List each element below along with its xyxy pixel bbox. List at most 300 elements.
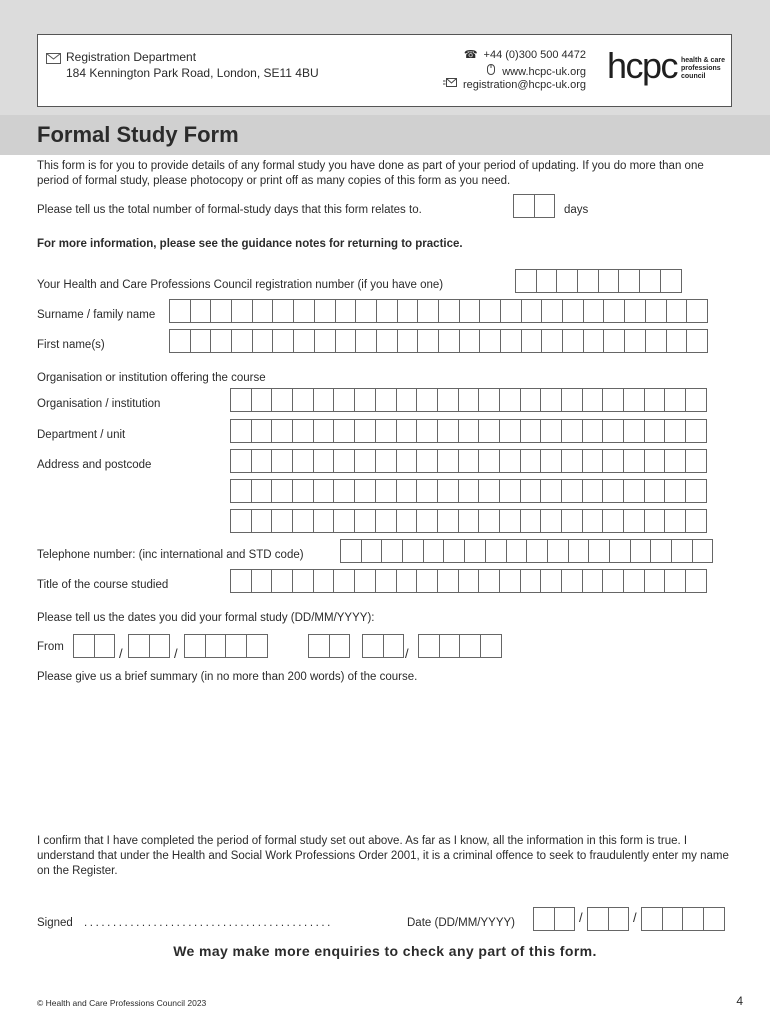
character-box[interactable]: [554, 907, 576, 931]
character-box[interactable]: [506, 539, 528, 563]
character-box[interactable]: [520, 419, 542, 443]
character-box[interactable]: [292, 509, 314, 533]
character-box[interactable]: [396, 449, 418, 473]
copyright-footer: © Health and Care Professions Council 2023: [37, 998, 207, 1008]
character-box[interactable]: [480, 634, 502, 658]
character-box[interactable]: [587, 907, 609, 931]
to-day-input[interactable]: [308, 634, 349, 658]
character-box[interactable]: [666, 329, 688, 353]
character-box[interactable]: [437, 479, 459, 503]
character-box[interactable]: [520, 449, 542, 473]
character-box[interactable]: [521, 299, 543, 323]
department-input[interactable]: [230, 419, 706, 443]
character-box[interactable]: [437, 569, 459, 593]
character-box[interactable]: [639, 269, 661, 293]
character-box[interactable]: [703, 907, 725, 931]
character-box[interactable]: [582, 419, 604, 443]
days-input[interactable]: [513, 194, 554, 218]
character-box[interactable]: [644, 449, 666, 473]
character-box[interactable]: [375, 569, 397, 593]
character-box[interactable]: [308, 634, 330, 658]
character-box[interactable]: [623, 388, 645, 412]
character-box[interactable]: [190, 329, 212, 353]
character-box[interactable]: [644, 479, 666, 503]
character-box[interactable]: [397, 299, 419, 323]
character-box[interactable]: [458, 419, 480, 443]
character-box[interactable]: [499, 419, 521, 443]
character-box[interactable]: [416, 569, 438, 593]
character-box[interactable]: [685, 479, 707, 503]
guidance-note: For more information, please see the guidance notes for returning to practice.: [37, 238, 463, 250]
character-box[interactable]: [335, 299, 357, 323]
character-box[interactable]: [169, 329, 191, 353]
character-box[interactable]: [602, 569, 624, 593]
character-box[interactable]: [562, 329, 584, 353]
character-box[interactable]: [562, 299, 584, 323]
character-box[interactable]: [375, 449, 397, 473]
surname-label: Surname / family name: [37, 309, 156, 321]
character-box[interactable]: [645, 299, 667, 323]
character-box[interactable]: [251, 449, 273, 473]
character-box[interactable]: [354, 509, 376, 533]
character-box[interactable]: [375, 388, 397, 412]
character-box[interactable]: [272, 299, 294, 323]
character-box[interactable]: [396, 509, 418, 533]
character-box[interactable]: [416, 419, 438, 443]
character-box[interactable]: [252, 299, 274, 323]
date-separator: /: [579, 910, 583, 925]
character-box[interactable]: [184, 634, 206, 658]
character-box[interactable]: [547, 539, 569, 563]
character-box[interactable]: [437, 388, 459, 412]
character-box[interactable]: [354, 479, 376, 503]
character-box[interactable]: [645, 329, 667, 353]
character-box[interactable]: [664, 388, 686, 412]
character-box[interactable]: [73, 634, 95, 658]
character-box[interactable]: [459, 329, 481, 353]
character-box[interactable]: [333, 419, 355, 443]
character-box[interactable]: [438, 299, 460, 323]
character-box[interactable]: [210, 329, 232, 353]
character-box[interactable]: [402, 539, 424, 563]
character-box[interactable]: [515, 269, 537, 293]
character-box[interactable]: [618, 269, 640, 293]
character-box[interactable]: [230, 419, 252, 443]
page-number: 4: [736, 994, 743, 1008]
character-box[interactable]: [383, 634, 405, 658]
character-box[interactable]: [271, 509, 293, 533]
character-box[interactable]: [437, 449, 459, 473]
character-box[interactable]: [458, 449, 480, 473]
character-box[interactable]: [561, 449, 583, 473]
character-box[interactable]: [500, 299, 522, 323]
character-box[interactable]: [190, 299, 212, 323]
character-box[interactable]: [396, 419, 418, 443]
character-box[interactable]: [416, 509, 438, 533]
character-box[interactable]: [685, 569, 707, 593]
address-label: Address and postcode: [37, 459, 152, 471]
character-box[interactable]: [499, 388, 521, 412]
character-box[interactable]: [376, 299, 398, 323]
character-box[interactable]: [375, 479, 397, 503]
to-month-input[interactable]: [362, 634, 403, 658]
character-box[interactable]: [251, 479, 273, 503]
character-box[interactable]: [526, 539, 548, 563]
character-box[interactable]: [335, 329, 357, 353]
from-year-input[interactable]: [184, 634, 267, 658]
character-box[interactable]: [499, 449, 521, 473]
character-box[interactable]: [671, 539, 693, 563]
mouse-icon: [486, 63, 496, 78]
character-box[interactable]: [230, 509, 252, 533]
character-box[interactable]: [609, 539, 631, 563]
character-box[interactable]: [416, 388, 438, 412]
character-box[interactable]: [231, 299, 253, 323]
character-box[interactable]: [381, 539, 403, 563]
character-box[interactable]: [650, 539, 672, 563]
character-box[interactable]: [439, 634, 461, 658]
character-box[interactable]: [354, 569, 376, 593]
character-box[interactable]: [205, 634, 227, 658]
character-box[interactable]: [623, 509, 645, 533]
character-box[interactable]: [623, 419, 645, 443]
character-box[interactable]: [354, 419, 376, 443]
character-box[interactable]: [644, 419, 666, 443]
character-box[interactable]: [354, 449, 376, 473]
character-box[interactable]: [362, 634, 384, 658]
character-box[interactable]: [602, 509, 624, 533]
character-box[interactable]: [582, 509, 604, 533]
character-box[interactable]: [251, 419, 273, 443]
character-box[interactable]: [416, 479, 438, 503]
phone-icon: ☎: [463, 49, 478, 61]
character-box[interactable]: [479, 299, 501, 323]
character-box[interactable]: [479, 329, 501, 353]
website-line: [486, 63, 586, 78]
character-box[interactable]: [664, 479, 686, 503]
character-box[interactable]: [541, 299, 563, 323]
character-box[interactable]: [541, 329, 563, 353]
character-box[interactable]: [520, 509, 542, 533]
character-box[interactable]: [396, 479, 418, 503]
character-box[interactable]: [251, 569, 273, 593]
character-box[interactable]: [340, 539, 362, 563]
character-box[interactable]: [608, 907, 630, 931]
character-box[interactable]: [588, 539, 610, 563]
date-separator: /: [119, 646, 123, 661]
character-box[interactable]: [397, 329, 419, 353]
from-day-input[interactable]: [73, 634, 114, 658]
character-box[interactable]: [333, 569, 355, 593]
character-box[interactable]: [478, 388, 500, 412]
character-box[interactable]: [355, 329, 377, 353]
days-unit: days: [564, 204, 589, 216]
email-icon: [443, 78, 457, 91]
character-box[interactable]: [630, 539, 652, 563]
character-box[interactable]: [271, 419, 293, 443]
from-month-input[interactable]: [128, 634, 169, 658]
character-box[interactable]: [499, 569, 521, 593]
character-box[interactable]: [685, 509, 707, 533]
character-box[interactable]: [333, 509, 355, 533]
character-box[interactable]: [292, 479, 314, 503]
character-box[interactable]: [354, 388, 376, 412]
department-label: Department / unit: [37, 429, 126, 441]
character-box[interactable]: [582, 479, 604, 503]
character-box[interactable]: [520, 388, 542, 412]
character-box[interactable]: [682, 907, 704, 931]
character-box[interactable]: [169, 299, 191, 323]
character-box[interactable]: [623, 479, 645, 503]
character-box[interactable]: [644, 569, 666, 593]
character-box[interactable]: [513, 194, 535, 218]
character-box[interactable]: [660, 269, 682, 293]
character-box[interactable]: [458, 479, 480, 503]
character-box[interactable]: [225, 634, 247, 658]
character-box[interactable]: [582, 449, 604, 473]
address-input-line-2[interactable]: [230, 479, 706, 503]
character-box[interactable]: [644, 509, 666, 533]
character-box[interactable]: [329, 634, 351, 658]
character-box[interactable]: [602, 449, 624, 473]
character-box[interactable]: [603, 329, 625, 353]
character-box[interactable]: [577, 269, 599, 293]
character-box[interactable]: [561, 419, 583, 443]
character-box[interactable]: [271, 388, 293, 412]
character-box[interactable]: [540, 388, 562, 412]
character-box[interactable]: [94, 634, 116, 658]
character-box[interactable]: [313, 419, 335, 443]
character-box[interactable]: [375, 509, 397, 533]
address-input-line-1[interactable]: [230, 449, 706, 473]
character-box[interactable]: [313, 449, 335, 473]
character-box[interactable]: [533, 907, 555, 931]
character-box[interactable]: [624, 329, 646, 353]
character-box[interactable]: [459, 299, 481, 323]
character-box[interactable]: [231, 329, 253, 353]
sign-date-month-input[interactable]: [587, 907, 628, 931]
character-box[interactable]: [583, 299, 605, 323]
character-box[interactable]: [443, 539, 465, 563]
character-box[interactable]: [624, 299, 646, 323]
character-box[interactable]: [623, 449, 645, 473]
character-box[interactable]: [458, 509, 480, 533]
character-box[interactable]: [520, 479, 542, 503]
character-box[interactable]: [685, 388, 707, 412]
date-label: Date (DD/MM/YYYY): [407, 917, 515, 929]
registration-number-label: Your Health and Care Professions Council registration number (if you have one): [37, 279, 444, 291]
to-year-input[interactable]: [418, 634, 501, 658]
character-box[interactable]: [230, 449, 252, 473]
surname-input[interactable]: [169, 299, 707, 323]
character-box[interactable]: [598, 269, 620, 293]
character-box[interactable]: [375, 419, 397, 443]
character-box[interactable]: [376, 329, 398, 353]
character-box[interactable]: [458, 388, 480, 412]
character-box[interactable]: [252, 329, 274, 353]
character-box[interactable]: [520, 569, 542, 593]
address-line-2: 184 Kennington Park Road, London, SE11 4BU: [66, 66, 319, 80]
character-box[interactable]: [355, 299, 377, 323]
envelope-icon: [46, 53, 61, 64]
character-box[interactable]: [685, 449, 707, 473]
character-box[interactable]: [686, 329, 708, 353]
character-box[interactable]: [292, 449, 314, 473]
character-box[interactable]: [464, 539, 486, 563]
character-box[interactable]: [478, 419, 500, 443]
character-box[interactable]: [293, 329, 315, 353]
character-box[interactable]: [540, 509, 562, 533]
course-title-input[interactable]: [230, 569, 706, 593]
website-link[interactable]: www.hcpc-uk.org: [502, 66, 586, 78]
first-names-input[interactable]: [169, 329, 707, 353]
character-box[interactable]: [561, 479, 583, 503]
character-box[interactable]: [459, 634, 481, 658]
character-box[interactable]: [561, 509, 583, 533]
character-box[interactable]: [534, 194, 556, 218]
character-box[interactable]: [664, 509, 686, 533]
organisation-label: Organisation / institution: [37, 398, 161, 410]
character-box[interactable]: [478, 449, 500, 473]
from-label: From: [37, 641, 64, 653]
character-box[interactable]: [437, 419, 459, 443]
character-box[interactable]: [499, 509, 521, 533]
phone-number: +44 (0)300 500 4472: [483, 49, 586, 61]
character-box[interactable]: [293, 299, 315, 323]
character-box[interactable]: [437, 509, 459, 533]
summary-area[interactable]: [37, 690, 732, 825]
signed-label: Signed: [37, 917, 73, 929]
character-box[interactable]: [540, 419, 562, 443]
character-box[interactable]: [666, 299, 688, 323]
date-separator: /: [405, 646, 409, 661]
character-box[interactable]: [561, 388, 583, 412]
character-box[interactable]: [603, 299, 625, 323]
character-box[interactable]: [478, 569, 500, 593]
character-box[interactable]: [230, 569, 252, 593]
character-box[interactable]: [418, 634, 440, 658]
character-box[interactable]: [438, 329, 460, 353]
character-box[interactable]: [230, 479, 252, 503]
course-title-label: Title of the course studied: [37, 579, 169, 591]
organisation-input[interactable]: [230, 388, 706, 412]
character-box[interactable]: [292, 569, 314, 593]
summary-question: Please give us a brief summary (in no more than 200 words) of the course.: [37, 671, 418, 683]
telephone-label: Telephone number: (inc international and STD code): [37, 549, 304, 561]
character-box[interactable]: [556, 269, 578, 293]
character-box[interactable]: [478, 509, 500, 533]
character-box[interactable]: [602, 479, 624, 503]
character-box[interactable]: [210, 299, 232, 323]
character-box[interactable]: [521, 329, 543, 353]
character-box[interactable]: [623, 569, 645, 593]
date-separator: /: [633, 910, 637, 925]
character-box[interactable]: [246, 634, 268, 658]
character-box[interactable]: [251, 509, 273, 533]
phone-line: [464, 48, 586, 61]
character-box[interactable]: [417, 329, 439, 353]
character-box[interactable]: [602, 419, 624, 443]
character-box[interactable]: [251, 388, 273, 412]
character-box[interactable]: [499, 479, 521, 503]
character-box[interactable]: [602, 388, 624, 412]
character-box[interactable]: [540, 479, 562, 503]
character-box[interactable]: [685, 419, 707, 443]
character-box[interactable]: [333, 388, 355, 412]
character-box[interactable]: [644, 388, 666, 412]
character-box[interactable]: [582, 388, 604, 412]
sign-date-year-input[interactable]: [641, 907, 724, 931]
email-link[interactable]: registration@hcpc-uk.org: [462, 79, 586, 91]
character-box[interactable]: [314, 299, 336, 323]
character-box[interactable]: [568, 539, 590, 563]
character-box[interactable]: [314, 329, 336, 353]
character-box[interactable]: [664, 449, 686, 473]
character-box[interactable]: [641, 907, 663, 931]
address-input-line-3[interactable]: [230, 509, 706, 533]
character-box[interactable]: [582, 569, 604, 593]
character-box[interactable]: [230, 388, 252, 412]
character-box[interactable]: [561, 569, 583, 593]
address-line-1: Registration Department: [66, 50, 197, 64]
character-box[interactable]: [664, 569, 686, 593]
character-box[interactable]: [361, 539, 383, 563]
character-box[interactable]: [333, 479, 355, 503]
character-box[interactable]: [423, 539, 445, 563]
character-box[interactable]: [583, 329, 605, 353]
character-box[interactable]: [272, 329, 294, 353]
intro-text: This form is for you to provide details of any formal study you have done as part of your period of updating. If you do more than one period of formal study, please photocopy or print off as many copies of this form as you need.: [37, 160, 704, 187]
character-box[interactable]: [313, 509, 335, 533]
sign-date-day-input[interactable]: [533, 907, 574, 931]
character-box[interactable]: [478, 479, 500, 503]
enquiries-notice: We may make more enquiries to check any part of this form.: [173, 943, 597, 959]
confirmation-text: I confirm that I have completed the period of formal study set out above. As far as I know, all the information in this form is true. I understand that under the Health and Social Work Professions Order 2001, it is a criminal offence to seek to fraudulently enter my name on the Register.: [37, 835, 729, 877]
character-box[interactable]: [333, 449, 355, 473]
character-box[interactable]: [458, 569, 480, 593]
character-box[interactable]: [416, 449, 438, 473]
character-box[interactable]: [500, 329, 522, 353]
character-box[interactable]: [664, 419, 686, 443]
character-box[interactable]: [536, 269, 558, 293]
character-box[interactable]: [128, 634, 150, 658]
hcpc-logo-subtitle: health & care professions council: [681, 57, 725, 80]
character-box[interactable]: [271, 479, 293, 503]
character-box[interactable]: [540, 569, 562, 593]
character-box[interactable]: [313, 479, 335, 503]
dates-question: Please tell us the dates you did your formal study (DD/MM/YYYY):: [37, 612, 375, 624]
character-box[interactable]: [292, 419, 314, 443]
signature-line[interactable]: . . . . . . . . . . . . . . . . . . . . . . . . . . . . . . . . . . . . . . . . . . .: [84, 917, 331, 929]
character-box[interactable]: [417, 299, 439, 323]
character-box[interactable]: [686, 299, 708, 323]
registration-number-input[interactable]: [515, 269, 681, 293]
character-box[interactable]: [271, 449, 293, 473]
character-box[interactable]: [313, 388, 335, 412]
character-box[interactable]: [149, 634, 171, 658]
character-box[interactable]: [271, 569, 293, 593]
character-box[interactable]: [313, 569, 335, 593]
character-box[interactable]: [692, 539, 714, 563]
org-heading: Organisation or institution offering the course: [37, 372, 266, 384]
character-box[interactable]: [292, 388, 314, 412]
character-box[interactable]: [396, 569, 418, 593]
telephone-input[interactable]: [340, 539, 712, 563]
character-box[interactable]: [540, 449, 562, 473]
character-box[interactable]: [485, 539, 507, 563]
character-box[interactable]: [396, 388, 418, 412]
character-box[interactable]: [662, 907, 684, 931]
